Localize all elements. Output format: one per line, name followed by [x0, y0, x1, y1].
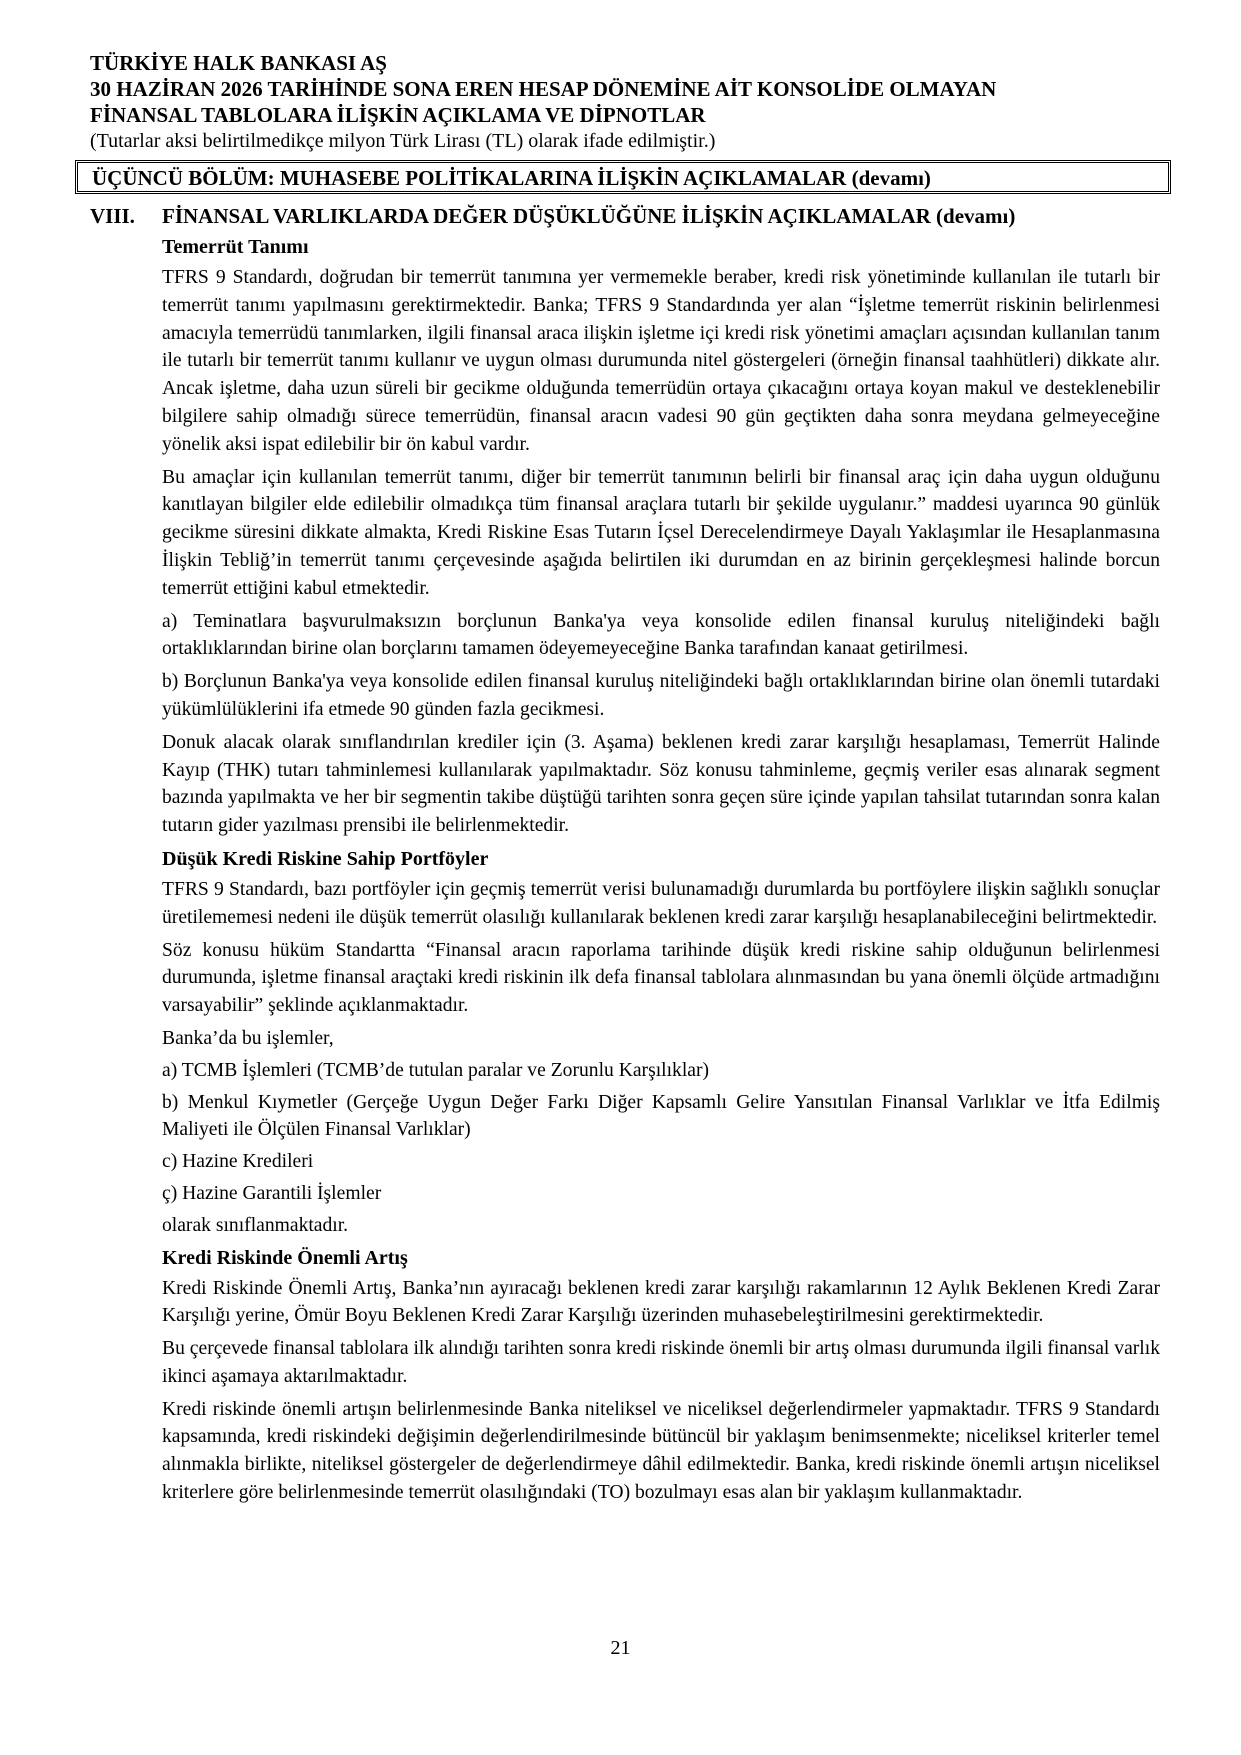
paragraph: Donuk alacak olarak sınıflandırılan krediler için (3. Aşama) beklenen kredi zarar karşılığı hesaplaması, Temerrüt Halinde Kayıp (THK) tutarı tahminlemesi kullanılarak yapılmaktadır. Söz konusu tahminleme, geçmiş veriler esas alınarak segment bazında yapılmakta ve her bir segmentin takibe düştüğü tarihten sonra geçen süre içinde yapılan tahsilat tutarından sonra kalan tutarın gider yazılması prensibi ile belirlenmektedir. — [162, 731, 1160, 837]
chapter-title: ÜÇÜNCÜ BÖLÜM: MUHASEBE POLİTİKALARINA İLİŞKİN AÇIKLAMALAR (devamı) — [92, 166, 931, 190]
paragraph: Kredi riskinde önemli artışın belirlenmesinde Banka niteliksel ve niceliksel değerlendirmeler yapmaktadır. TFRS 9 Standardı kapsamında, kredi riskindeki değişimin değerlendirilmesinde bütüncül bir yaklaşım benimsenmekte; niceliksel kriterler temel alınmakla birlikte, niteliksel göstergeler de değerlendirmeye dâhil edilmektedir. Banka, kredi riskinde önemli artışın niceliksel kriterlere göre belirlenmesinde temerrüt olasılığındaki (TO) bozulmayı esas alan bir yaklaşım kullanmaktadır. — [162, 1398, 1160, 1504]
paragraph: Banka’da bu işlemler, — [162, 1027, 334, 1049]
bank-name: TÜRKİYE HALK BANKASI AŞ — [90, 51, 387, 75]
document-body — [162, 233, 1160, 1512]
document-header — [90, 50, 1170, 154]
paragraph: Bu amaçlar için kullanılan temerrüt tanımı, diğer bir temerrüt tanımının belirli bir finansal araç için daha uygun olduğunu kanıtlayan bilgiler elde edilebilir olmadıkça tüm finansal araçlara tutarlı bir şekilde uygulanır.” maddesi uyarınca 90 günlük gecikme süresini dikkate almakta, Kredi Riskine Esas Tutarın İçsel Derecelendirmeye Dayalı Yaklaşımlar ile Hesaplanmasına İlişkin Tebliğ’in temerrüt tanımı çerçevesinde aşağıda belirtilen iki durumdan en az birinin gerçekleşmesi halinde borcun temerrüt ettiğini kabul etmektedir. — [162, 466, 1160, 599]
paragraph: Kredi Riskinde Önemli Artış, Banka’nın ayıracağı beklenen kredi zarar karşılığı rakamlarının 12 Aylık Beklenen Kredi Zarar Karşılığı yerine, Ömür Boyu Beklenen Kredi Zarar Karşılığı üzerinden muhasebeleştirilmesini gerektirmektedir. — [162, 1277, 1160, 1327]
paragraph: b) Borçlunun Banka'ya veya konsolide edilen finansal kuruluş niteliğindeki bağlı ortaklıklarından birine olan önemli tutardaki yükümlülüklerini ifa etmede 90 günden fazla gecikmesi. — [162, 671, 1160, 720]
paragraph: TFRS 9 Standardı, bazı portföyler için geçmiş temerrüt verisi bulunamadığı durumlarda bu portföylere ilişkin sağlıklı sonuçlar üretilememesi nedeni ile düşük temerrüt olasılığı kullanılarak beklenen kredi zarar karşılığı hesaplanabileceğini belirtmektedir. — [162, 878, 1160, 928]
paragraph: a) Teminatlara başvurulmaksızın borçlunun Banka'ya veya konsolide edilen finansal kuruluş niteliğindeki bağlı ortaklıklarından birine olan borçlarını tamamen ödeyemeyeceğine Banka tarafından kanaat getirilmesi. — [162, 610, 1160, 660]
section-number: VIII. — [90, 204, 135, 228]
list-item: ç) Hazine Garantili İşlemler — [162, 1182, 382, 1204]
currency-note: (Tutarlar aksi belirtilmedikçe milyon Türk Lirası (TL) olarak ifade edilmiştir.) — [90, 130, 716, 152]
list-item: b) Menkul Kıymetler (Gerçeğe Uygun Değer Farkı Diğer Kapsamlı Gelire Yansıtılan Finansal Varlıklar ve İtfa Edilmiş Maliyeti ile Ölçülen Finansal Varlıklar) — [162, 1091, 1160, 1141]
page-number: 21 — [610, 1637, 631, 1659]
heading-default-definition: Temerrüt Tanımı — [162, 236, 309, 258]
section-title: FİNANSAL VARLIKLARDA DEĞER DÜŞÜKLÜĞÜNE İLİŞKİN AÇIKLAMALAR (devamı) — [162, 204, 1016, 228]
paragraph: Söz konusu hüküm Standartta “Finansal aracın raporlama tarihinde düşük kredi riskine sahip olduğunun belirlenmesi durumunda, işletme finansal araçtaki kredi riskinin ilk defa finansal tablolara alınmasından bu yana önemli ölçüde artmadığını varsayabilir” şeklinde açıklanmaktadır. — [162, 939, 1160, 1017]
list-item: c) Hazine Kredileri — [162, 1151, 314, 1173]
heading-low-credit-risk: Düşük Kredi Riskine Sahip Portföyler — [162, 847, 489, 870]
list-item: a) TCMB İşlemleri (TCMB’de tutulan paralar ve Zorunlu Karşılıklar) — [162, 1059, 710, 1081]
paragraph: Bu çerçevede finansal tablolara ilk alındığı tarihten sonra kredi riskinde önemli bir artış olması durumunda ilgili finansal varlık ikinci aşamaya aktarılmaktadır. — [162, 1338, 1160, 1387]
paragraph: TFRS 9 Standardı, doğrudan bir temerrüt tanımına yer vermemekle beraber, kredi risk yönetiminde kullanılan ile tutarlı bir temerrüt tanımı yapılmasını gerektirmektedir. Banka; TFRS 9 Standardında yer alan “İşletme temerrüt riskinin belirlenmesi amacıyla temerrüdü tanımlarken, ilgili finansal araca ilişkin işletme içi kredi risk yönetimi amaçları açısından kullanılan tanım ile tutarlı bir temerrüt tanımı kullanır ve uygun olması durumunda nitel göstergeleri (örneğin finansal taahhütleri) dikkate alır. Ancak işletme, daha uzun süreli bir gecikme olduğunda temerrüdün ortaya çıkacağını ortaya koyan makul ve desteklenebilir bilgilere sahip olmadığı sürece temerrüdün, finansal aracın vadesi 90 gün geçtikten daha sonra meydana gelmeyeceğine yönelik aksi ispat edilebilir bir ön kabul vardır. — [162, 267, 1160, 455]
period-title: 30 HAZİRAN 2026 TARİHİNDE SONA EREN HESAP DÖNEMİNE AİT KONSOLİDE OLMAYAN — [90, 77, 997, 101]
chapter-banner — [75, 160, 1171, 194]
paragraph: olarak sınıflanmaktadır. — [162, 1214, 349, 1236]
heading-significant-increase: Kredi Riskinde Önemli Artış — [162, 1246, 408, 1269]
statements-title: FİNANSAL TABLOLARA İLİŞKİN AÇIKLAMA VE DİPNOTLAR — [90, 103, 706, 127]
